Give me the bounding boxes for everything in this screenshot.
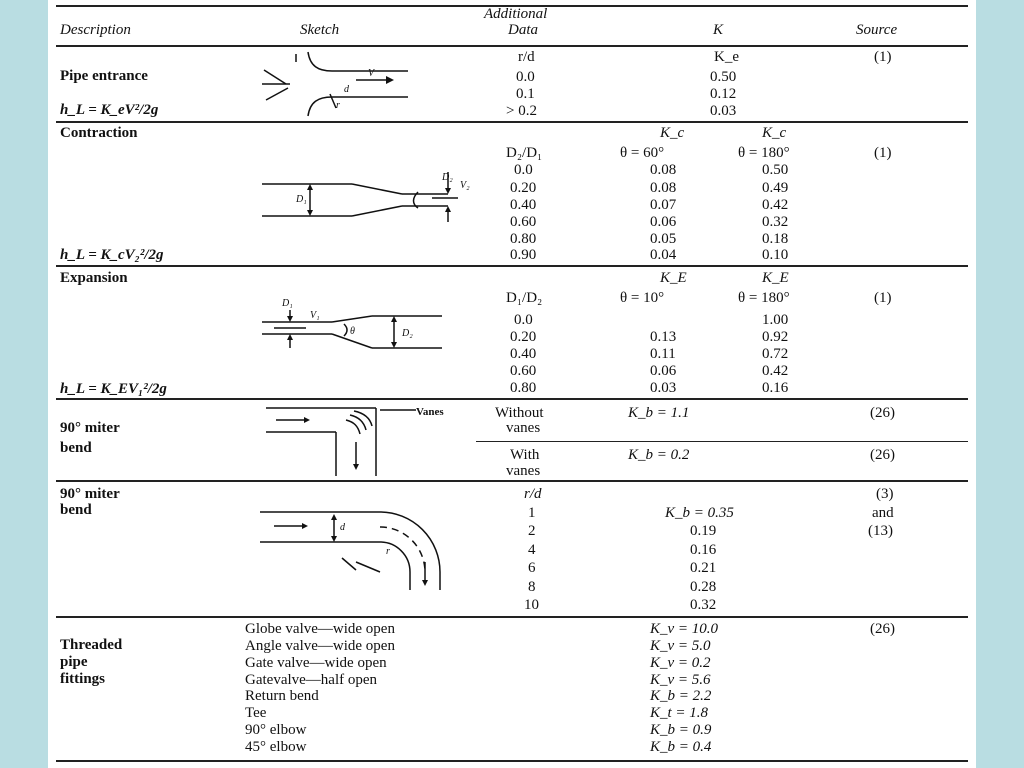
with-vanes-2: vanes	[506, 463, 541, 479]
expansion-k180: 0.42	[762, 363, 789, 379]
miter-rd-ratio: 6	[528, 560, 536, 576]
expansion-ratio: 0.20	[510, 329, 537, 345]
expansion-formula: h_L = K_EV₁²/2g	[60, 381, 167, 397]
miter-vanes-title-1: 90° miter	[60, 420, 120, 436]
fitting-k: K_t = 1.8	[650, 705, 709, 721]
miter-rd-source-1: (3)	[876, 486, 894, 502]
miter-rd-k: 0.32	[690, 597, 717, 613]
contraction-source: (1)	[874, 145, 892, 161]
expansion-k10: 0.13	[650, 329, 677, 345]
contraction-k180: 0.42	[762, 197, 789, 213]
rule-after-expansion	[56, 398, 968, 400]
fitting-k: K_b = 0.9	[650, 722, 712, 738]
miter-rd-source-3: (13)	[868, 523, 893, 539]
rule-after-contraction	[56, 265, 968, 267]
expansion-title: Expansion	[60, 270, 128, 286]
contraction-ratio: 0.60	[510, 214, 537, 230]
expansion-theta-2: θ = 180°	[738, 290, 790, 306]
contraction-k180: 0.32	[762, 214, 789, 230]
contraction-k60: 0.07	[650, 197, 677, 213]
fitting-name: Gatevalve—half open	[245, 672, 378, 688]
contraction-col-head: D₂/D₁	[506, 145, 543, 161]
expansion-ratio: 0.60	[510, 363, 537, 379]
miter-rd-k: 0.19	[690, 523, 717, 539]
fitting-k: K_b = 2.2	[650, 688, 712, 704]
miter-rd-k: 0.28	[690, 579, 717, 595]
entrance-source: (1)	[874, 49, 892, 65]
without-vanes-1: Without	[495, 405, 544, 421]
header-sketch: Sketch	[300, 22, 340, 38]
with-vanes-source: (26)	[870, 447, 895, 463]
miter-rd-source-2: and	[872, 505, 894, 521]
entrance-k-2: 0.12	[710, 86, 737, 102]
entrance-rd-1: 0.0	[516, 69, 535, 85]
expansion-label-d1: D₁	[282, 298, 293, 309]
expansion-theta-1: θ = 10°	[620, 290, 665, 306]
fitting-name: 90° elbow	[245, 722, 307, 738]
bottom-rule	[56, 760, 968, 762]
expansion-source: (1)	[874, 290, 892, 306]
entrance-k-1: 0.50	[710, 69, 737, 85]
expansion-k180: 0.92	[762, 329, 789, 345]
contraction-ratio: 0.20	[510, 180, 537, 196]
miter-rd-k: K_b = 0.35	[665, 505, 734, 521]
rule-after-miter-rd	[56, 616, 968, 618]
fitting-k: K_v = 5.6	[650, 672, 711, 688]
contraction-ratio: 0.80	[510, 231, 537, 247]
header-additional-1: Additional	[484, 6, 548, 22]
without-vanes-source: (26)	[870, 405, 895, 421]
contraction-k-head-1: K_c	[660, 125, 685, 141]
rule-after-entrance	[56, 121, 968, 123]
expansion-k-head-1: K_E	[660, 270, 687, 286]
threaded-source: (26)	[870, 621, 895, 637]
expansion-label-theta: θ	[350, 326, 355, 337]
expansion-sketch	[262, 296, 462, 356]
miter-rd-title-1: 90° miter	[60, 486, 120, 502]
fitting-k: K_b = 0.4	[650, 739, 712, 755]
miter-rd-ratio: 8	[528, 579, 536, 595]
miter-rd-title-2: bend	[60, 502, 92, 518]
entrance-rd-3: > 0.2	[506, 103, 537, 119]
contraction-k180: 0.49	[762, 180, 789, 196]
expansion-label-v1: V₁	[310, 310, 320, 321]
fitting-name: Tee	[245, 705, 267, 721]
entrance-formula: h_L = K_eV²/2g	[60, 102, 159, 118]
entrance-k-3: 0.03	[710, 103, 737, 119]
fitting-name: Globe valve—wide open	[245, 621, 395, 637]
contraction-k180: 0.10	[762, 247, 789, 263]
miter-rd-ratio: 1	[528, 505, 536, 521]
expansion-k180: 1.00	[762, 312, 789, 328]
fitting-k: K_v = 5.0	[650, 638, 711, 654]
contraction-formula: h_L = K_cV₂²/2g	[60, 247, 164, 263]
expansion-k180: 0.72	[762, 346, 789, 362]
loss-coefficient-table	[48, 0, 976, 768]
expansion-ratio: 0.40	[510, 346, 537, 362]
expansion-k10: 0.06	[650, 363, 677, 379]
contraction-label-d1: D₁	[296, 194, 307, 205]
fitting-k: K_v = 0.2	[650, 655, 711, 671]
fitting-name: 45° elbow	[245, 739, 307, 755]
entrance-label-v: V	[368, 68, 375, 79]
expansion-k10: 0.11	[650, 346, 676, 362]
contraction-theta-2: θ = 180°	[738, 145, 790, 161]
miter-rd-k: 0.21	[690, 560, 717, 576]
miter-rd-ratio: 2	[528, 523, 536, 539]
expansion-k-head-2: K_E	[762, 270, 789, 286]
contraction-k60: 0.08	[650, 180, 677, 196]
pipe-entrance-sketch	[260, 50, 440, 120]
contraction-ratio: 0.40	[510, 197, 537, 213]
expansion-label-d2: D₂	[402, 328, 413, 339]
expansion-k10: 0.03	[650, 380, 677, 396]
vanes-label: Vanes	[416, 406, 444, 418]
contraction-k60: 0.04	[650, 247, 677, 263]
entrance-label-d: d	[344, 84, 349, 95]
expansion-ratio: 0.80	[510, 380, 537, 396]
contraction-k60: 0.05	[650, 231, 677, 247]
header-description: Description	[60, 22, 131, 38]
without-vanes-k: K_b = 1.1	[628, 405, 690, 421]
threaded-title-3: fittings	[60, 671, 105, 687]
without-vanes-2: vanes	[506, 420, 541, 436]
miter-rd-ratio: 4	[528, 542, 536, 558]
miter-rd-col-head: r/d	[524, 486, 542, 502]
entrance-rd-2: 0.1	[516, 86, 535, 102]
bend-label-d: d	[340, 522, 345, 533]
contraction-k180: 0.18	[762, 231, 789, 247]
fitting-name: Return bend	[245, 688, 319, 704]
threaded-title-2: pipe	[60, 654, 88, 670]
contraction-ratio: 0.0	[514, 162, 533, 178]
contraction-k180: 0.50	[762, 162, 789, 178]
rule-after-miter-vanes	[56, 480, 968, 482]
expansion-ratio: 0.0	[514, 312, 533, 328]
bend-label-r: r	[386, 546, 390, 557]
contraction-k-head-2: K_c	[762, 125, 787, 141]
contraction-title: Contraction	[60, 125, 138, 141]
entrance-label-r: r	[336, 100, 340, 111]
fitting-name: Gate valve—wide open	[245, 655, 387, 671]
threaded-title-1: Threaded	[60, 637, 123, 653]
contraction-sketch	[262, 168, 470, 228]
entrance-k-head: K_e	[714, 49, 739, 65]
fitting-k: K_v = 10.0	[650, 621, 719, 637]
vanes-divider	[476, 441, 968, 442]
contraction-theta-1: θ = 60°	[620, 145, 665, 161]
bend-sketch	[260, 508, 460, 592]
expansion-k180: 0.16	[762, 380, 789, 396]
contraction-k60: 0.06	[650, 214, 677, 230]
contraction-label-v2: V₂	[460, 180, 470, 191]
entrance-col-head: r/d	[518, 49, 535, 65]
header-source: Source	[856, 22, 898, 38]
with-vanes-1: With	[510, 447, 540, 463]
header-k: K	[713, 22, 724, 38]
contraction-label-d2: D₂	[442, 172, 453, 183]
contraction-ratio: 0.90	[510, 247, 537, 263]
contraction-k60: 0.08	[650, 162, 677, 178]
with-vanes-k: K_b = 0.2	[628, 447, 690, 463]
header-additional-2: Data	[508, 22, 538, 38]
fitting-name: Angle valve—wide open	[245, 638, 395, 654]
expansion-col-head: D₁/D₂	[506, 290, 543, 306]
miter-rd-ratio: 10	[524, 597, 539, 613]
miter-vanes-title-2: bend	[60, 440, 92, 456]
entrance-title: Pipe entrance	[60, 68, 148, 84]
header-rule	[56, 45, 968, 47]
miter-rd-k: 0.16	[690, 542, 717, 558]
